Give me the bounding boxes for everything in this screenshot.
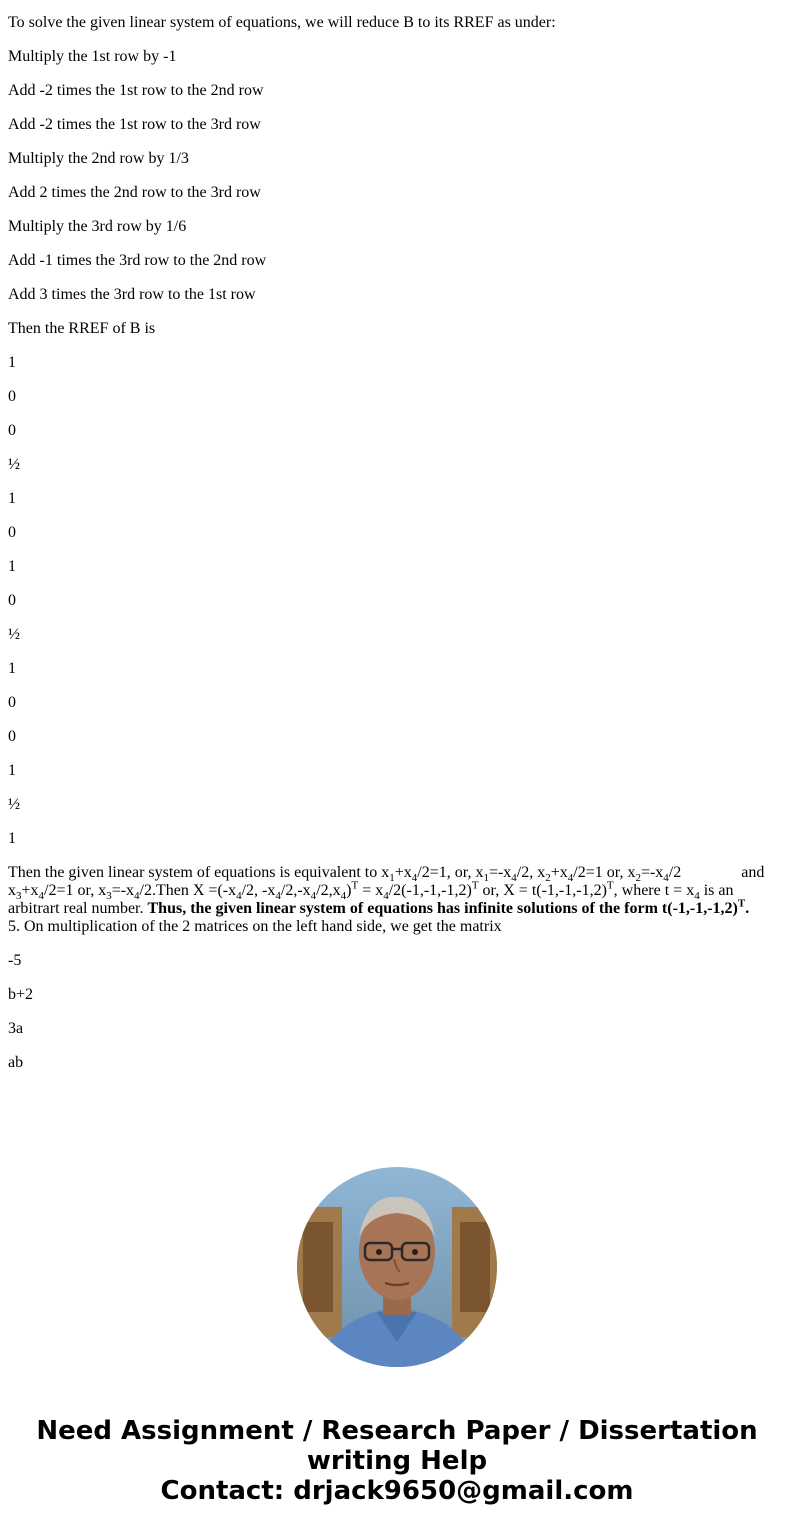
- step-5: Add 2 times the 2nd row to the 3rd row: [8, 184, 261, 201]
- promo-banner: [0, 1416, 794, 1506]
- step-8: Add 3 times the 3rd row to the 1st row: [8, 286, 256, 303]
- conclusion-statement: Thus, the given linear system of equations has infinite solutions of the form $t(-1,-1,-1,2)^T$.: [147, 897, 750, 917]
- rref-entry: ½: [8, 456, 20, 473]
- matrix-entry: 3a: [8, 1020, 24, 1037]
- rref-entry: 1: [8, 490, 16, 507]
- step-1: Multiply the 1st row by -1: [8, 48, 177, 65]
- rref-entry: 0: [8, 422, 16, 439]
- matrix-entry: b+2: [8, 986, 34, 1003]
- rref-entry: 1: [8, 830, 16, 847]
- rref-entry: 0: [8, 524, 16, 541]
- q5-intro: 5. On multiplication of the 2 matrices on the left hand side, we get the matrix: [8, 918, 502, 935]
- solution-paragraph: Then the given linear system of equations is equivalent to $x_1+x_4/2=1$, or, $x_1=-x_4/2$, $x_2+x_4/2=1$ or, $x_2=-x_4/2$ and $x_3+x_4/2=1$ or, $x_3=-x_4/2.Then$ $X =(-x_4/2$, $-x_4/2,-x_4/2,x_4)^T = x_4/2(-1,-1,-1,2)^T$ or, $X = t(-1,-1,-1,2)^T$, where $t = x_4$ is an arbitrart real number. Thus, the given linear system of equations has infinite solutions of the form $t(-1,-1,-1,2)^T$.: [8, 864, 765, 917]
- rref-heading: Then the RREF of B is: [8, 320, 156, 337]
- step-2: Add -2 times the 1st row to the 2nd row: [8, 82, 264, 99]
- matrix-entry: -5: [8, 952, 22, 969]
- step-4: Multiply the 2nd row by 1/3: [8, 150, 189, 167]
- rref-entry: 1: [8, 660, 16, 677]
- step-3: Add -2 times the 1st row to the 3rd row: [8, 116, 261, 133]
- rref-entry: ½: [8, 626, 20, 643]
- rref-entry: 0: [8, 388, 16, 405]
- rref-entry: 1: [8, 354, 16, 371]
- intro-text: To solve the given linear system of equations, we will reduce B to its RREF as under:: [8, 14, 556, 31]
- author-avatar: [297, 1167, 497, 1367]
- step-7: Add -1 times the 3rd row to the 2nd row: [8, 252, 267, 269]
- rref-entry: ½: [8, 796, 20, 813]
- rref-entry: 0: [8, 728, 16, 745]
- step-6: Multiply the 3rd row by 1/6: [8, 218, 187, 235]
- rref-entry: 0: [8, 694, 16, 711]
- rref-entry: 0: [8, 592, 16, 609]
- rref-entry: 1: [8, 558, 16, 575]
- promo-line-1: Need Assignment / Research Paper / Dissertation: [36, 1416, 758, 1446]
- document-body: [0, 14, 794, 1072]
- rref-entry: 1: [8, 762, 16, 779]
- promo-line-2: writing Help: [306, 1446, 488, 1476]
- matrix-entry: ab: [8, 1054, 24, 1071]
- promo-contact: Contact: drjack9650@gmail.com: [160, 1476, 634, 1506]
